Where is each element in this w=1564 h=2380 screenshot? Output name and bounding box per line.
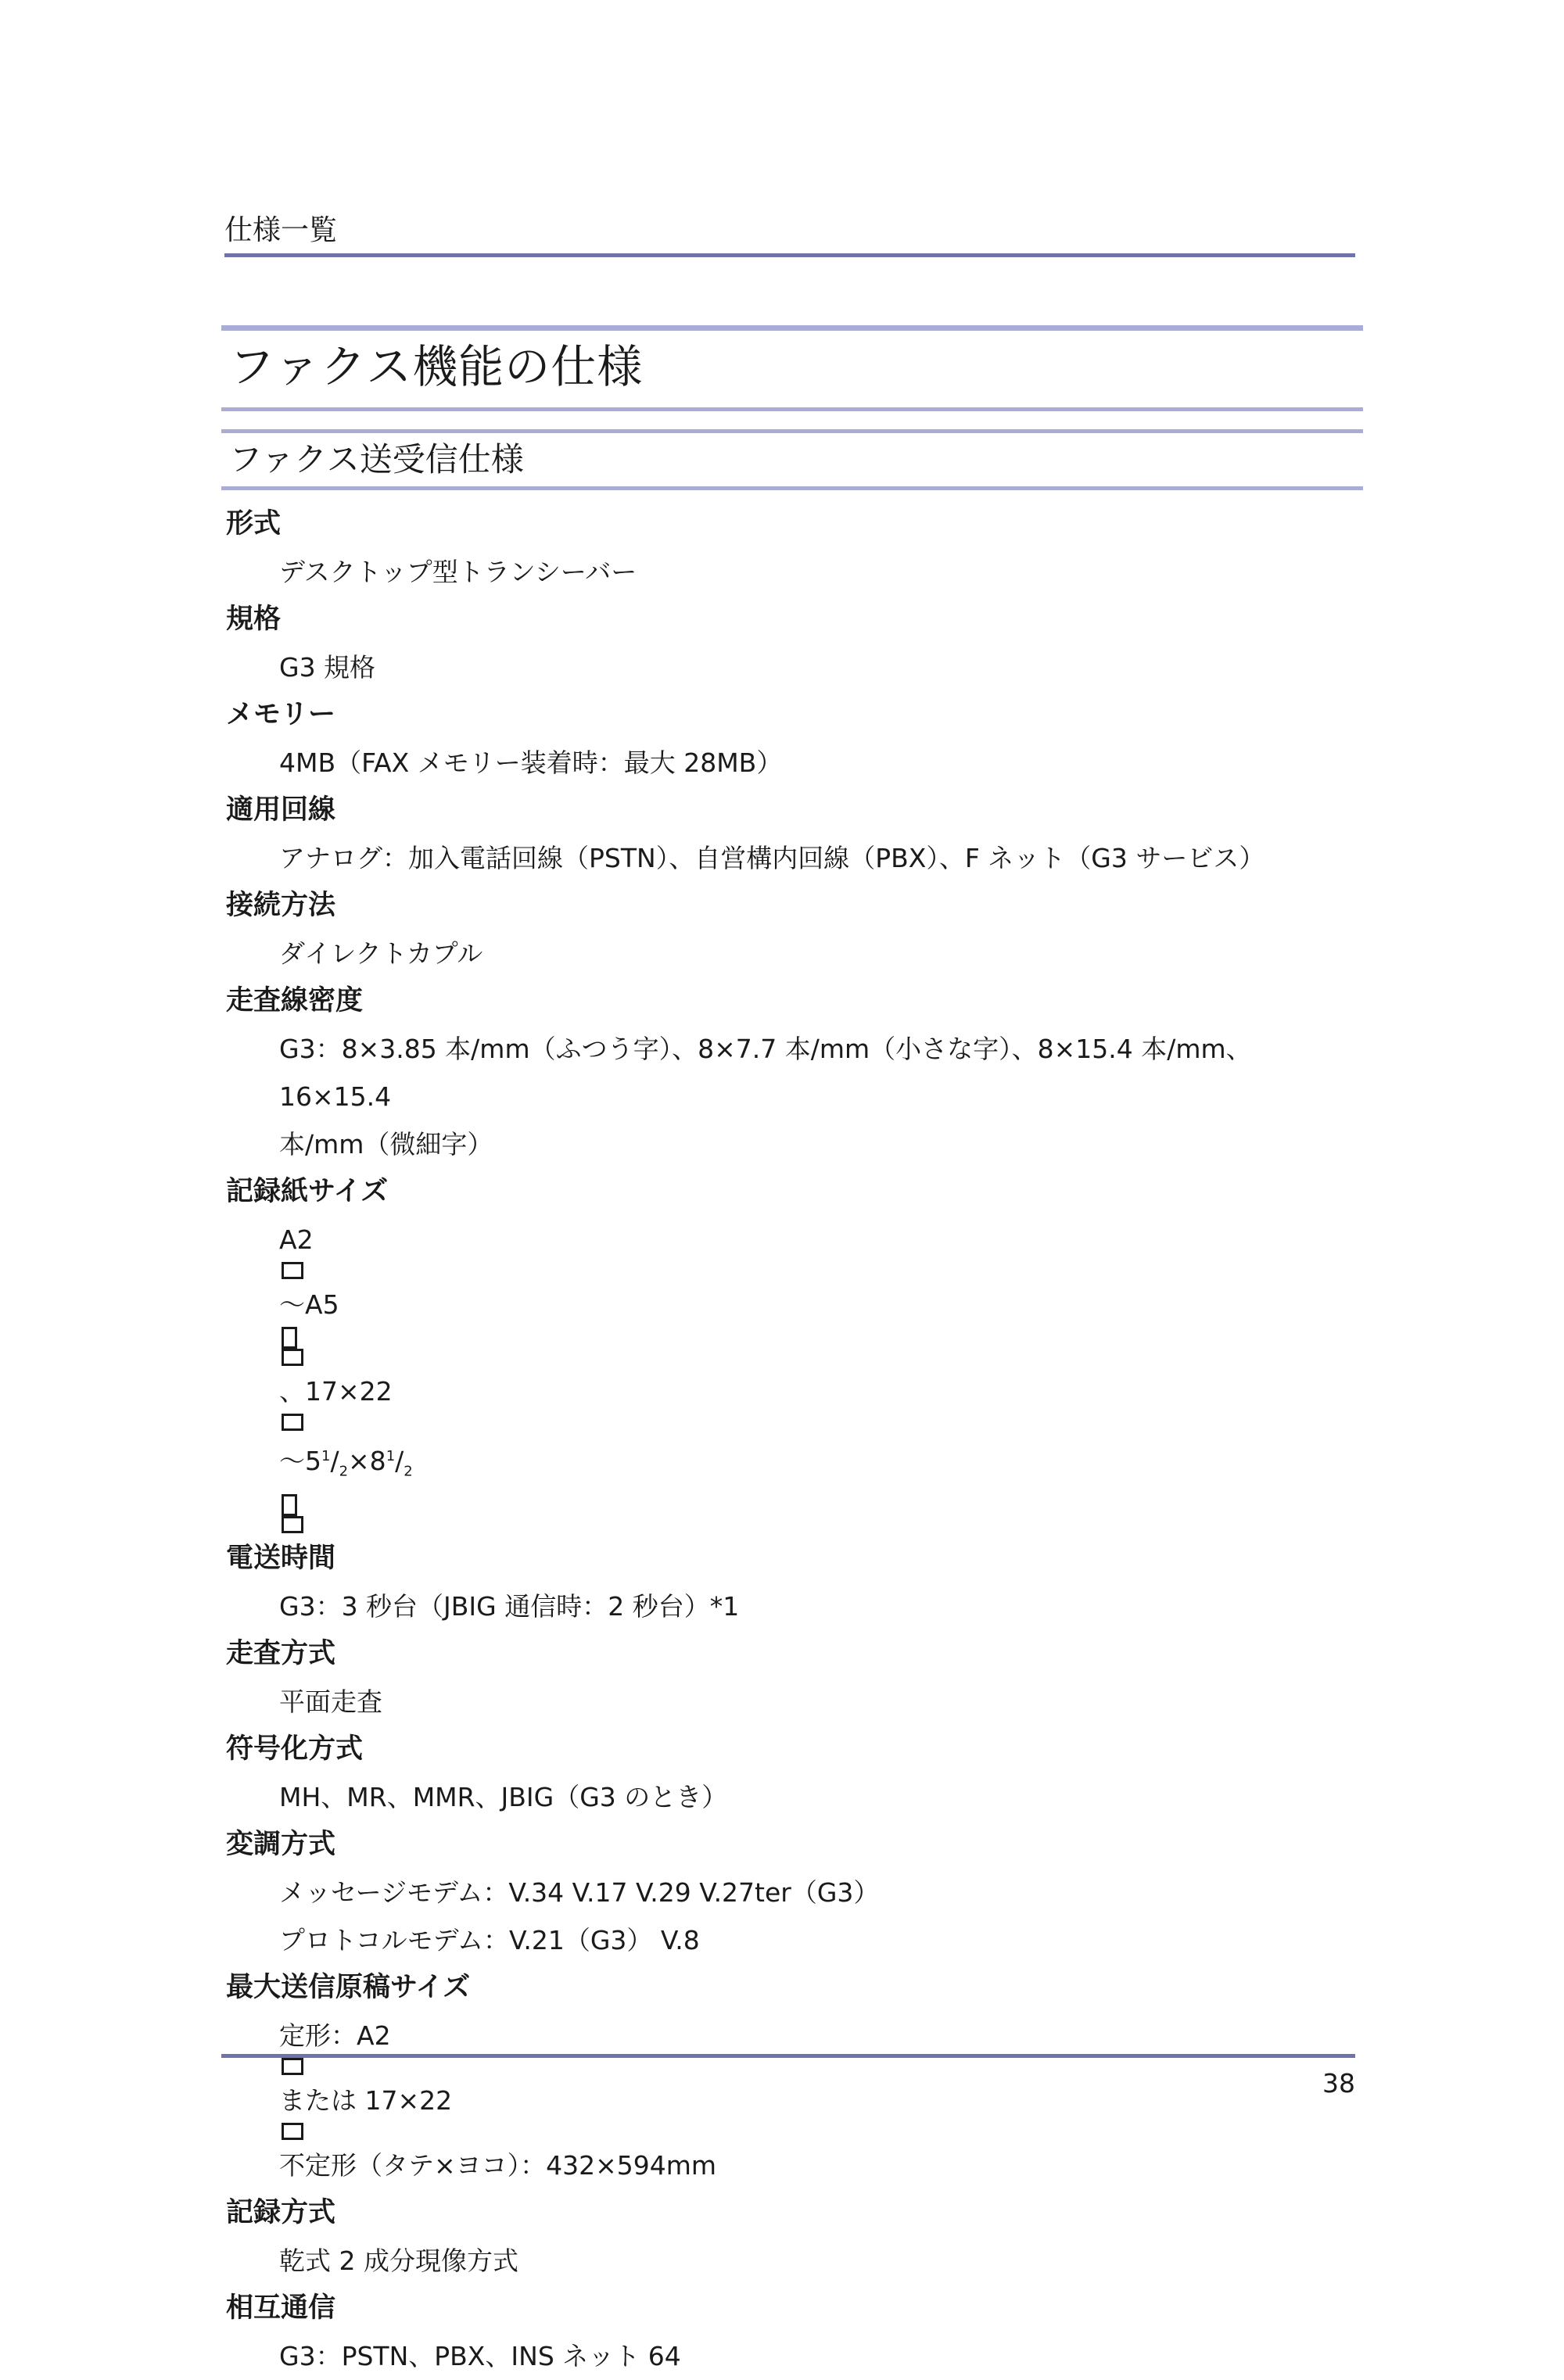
spec-line: ダイレクトカプル — [279, 938, 483, 969]
tilde: ～5 — [279, 1446, 321, 1476]
running-header — [224, 211, 1355, 257]
spec-value — [226, 1869, 1352, 1964]
spec-item — [226, 882, 1352, 977]
section-title: ファクス送受信仕様 — [229, 440, 524, 479]
times-sign: ×8 — [348, 1446, 386, 1476]
fraction-numerator: 1 — [321, 1448, 331, 1464]
spec-item — [226, 1821, 1352, 1964]
spec-line: プロトコルモデム：V.21（G3） V.8 — [279, 1924, 700, 1955]
spec-item — [226, 787, 1352, 882]
max-doc-mid: または 17×22 — [279, 2084, 453, 2116]
portrait-paper-icon — [282, 1494, 297, 1516]
chapter-title-block — [221, 325, 1363, 411]
spec-item — [226, 1630, 1352, 1726]
spec-value — [226, 739, 1352, 787]
spec-label: 走査方式 — [226, 1637, 336, 1669]
spec-value — [226, 643, 1352, 691]
spec-line: メッセージモデム：V.34 V.17 V.29 V.27ter（G3） — [279, 1876, 880, 1908]
spec-label: 変調方式 — [226, 1828, 336, 1860]
fraction-slash: / — [395, 1446, 404, 1476]
spec-line: G3：PSTN、PBX、INS ネット 64 — [279, 2340, 681, 2371]
landscape-paper-icon — [282, 1516, 303, 1533]
footer-divider — [221, 2054, 1355, 2058]
spec-item — [226, 1726, 1352, 1821]
spec-line: G3：3 秒台（JBIG 通信時：2 秒台）*1 — [279, 1590, 740, 1622]
running-header-text: 仕様一覧 — [224, 214, 338, 246]
fraction-numerator: 1 — [386, 1448, 396, 1464]
spec-line: G3 規格 — [279, 652, 376, 683]
spec-label: 相互通信 — [226, 2292, 336, 2324]
portrait-paper-icon — [282, 1327, 297, 1349]
spec-label: 走査線密度 — [226, 985, 364, 1016]
spec-value — [226, 1678, 1352, 1726]
spec-label: 接続方法 — [226, 890, 336, 921]
spec-value — [226, 930, 1352, 977]
spec-line: 4MB（FAX メモリー装着時：最大 28MB） — [279, 747, 783, 778]
spec-label: 適用回線 — [226, 794, 336, 826]
spec-line: MH、MR、MMR、JBIG（G3 のとき） — [279, 1781, 728, 1812]
max-doc-irregular-line: 不定形（タテ×ヨコ）：432×594mm — [279, 2149, 717, 2181]
spec-value — [226, 834, 1352, 882]
fraction-denominator: 2 — [339, 1463, 349, 1480]
spec-line: 本/mm（微細字） — [279, 1129, 493, 1160]
spec-item — [226, 1535, 1352, 1630]
spec-line: デスクトップ型トランシーバー — [279, 557, 637, 587]
spec-label: 記録方式 — [226, 2196, 336, 2228]
paper-separator: 、17×22 — [279, 1376, 393, 1407]
spec-item — [226, 596, 1352, 691]
spec-item — [226, 2189, 1352, 2285]
page-title: ファクス機能の仕様 — [229, 340, 644, 393]
spec-item — [226, 977, 1352, 1168]
spec-item — [226, 1168, 1352, 1535]
spec-item — [226, 2285, 1352, 2380]
spec-label: 符号化方式 — [226, 1733, 364, 1765]
page-number: 38 — [1322, 2068, 1355, 2099]
spec-value — [226, 548, 1352, 596]
max-doc-prefix: 定形：A2 — [279, 2020, 391, 2051]
spec-value — [226, 2012, 1352, 2189]
spec-value — [226, 1582, 1352, 1630]
spec-list — [226, 500, 1352, 2380]
spec-value — [226, 1025, 1352, 1168]
spec-line: 平面走査 — [279, 1686, 382, 1717]
landscape-paper-icon — [282, 2123, 303, 2140]
spec-item — [226, 500, 1352, 596]
spec-line: 乾式 2 成分現像方式 — [279, 2245, 518, 2276]
spec-item — [226, 1964, 1352, 2189]
spec-item — [226, 691, 1352, 787]
spec-label: 形式 — [226, 508, 282, 539]
spec-value — [226, 2237, 1352, 2285]
landscape-paper-icon — [282, 1262, 303, 1279]
landscape-paper-icon — [282, 1414, 303, 1431]
spec-value — [226, 1216, 1352, 1535]
spec-label: メモリー — [226, 699, 336, 730]
spec-value — [226, 1773, 1352, 1821]
spec-value — [226, 2332, 1352, 2380]
max-doc-standard-line — [279, 2012, 1352, 2142]
tilde: ～ — [279, 1289, 305, 1320]
spec-line: G3：8×3.85 本/mm（ふつう字）、8×7.7 本/mm（小さな字）、8×15.4 本/mm、16×15.4 — [279, 1034, 1252, 1112]
section-title-block — [221, 429, 1363, 490]
landscape-paper-icon — [282, 2058, 303, 2075]
landscape-paper-icon — [282, 1349, 303, 1366]
spec-label: 電送時間 — [226, 1542, 336, 1574]
paper-size-line — [279, 1216, 1352, 1535]
fraction-denominator: 2 — [404, 1463, 413, 1480]
paper-a2: A2 — [279, 1224, 314, 1255]
spec-line: アナログ：加入電話回線（PSTN）、自営構内回線（PBX）、F ネット（G3 サービス） — [279, 843, 1265, 873]
paper-a5: A5 — [305, 1289, 339, 1320]
fraction-slash: / — [330, 1446, 339, 1476]
spec-label: 規格 — [226, 604, 282, 635]
spec-label: 最大送信原稿サイズ — [226, 1971, 471, 2003]
spec-label: 記録紙サイズ — [226, 1176, 389, 1207]
